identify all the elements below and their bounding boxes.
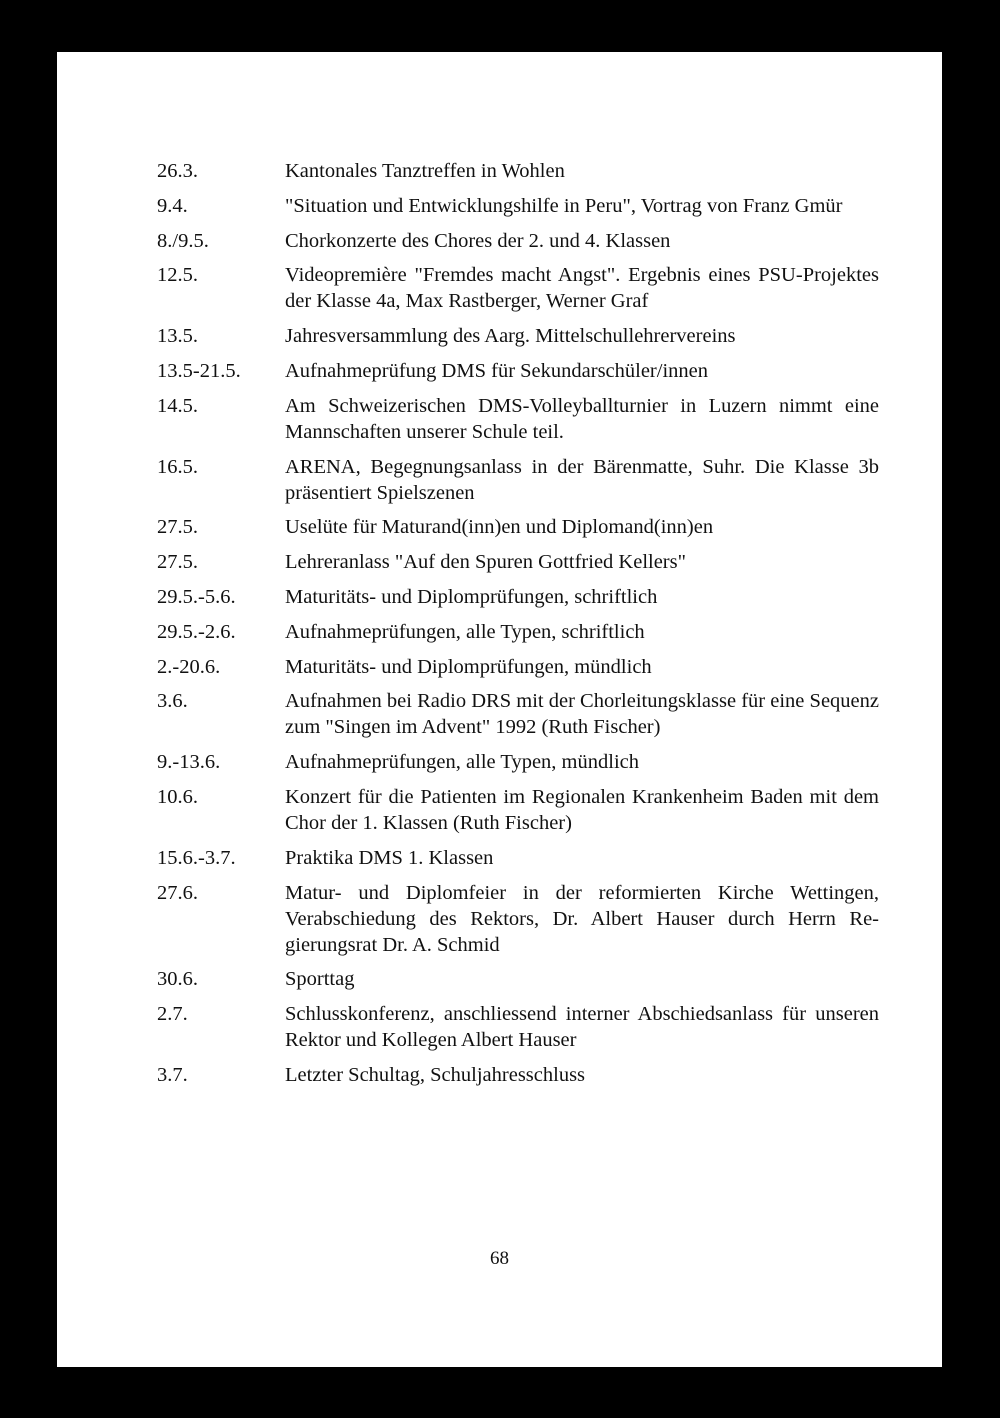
document-page (57, 52, 942, 1367)
entry-text: Letzter Schultag, Schuljahresschluss (285, 1063, 586, 1086)
entry-text: Praktika DMS 1. Klassen (285, 846, 494, 869)
entry-text: Lehreranlass "Auf den Spuren Gottfried Kellers" (285, 551, 686, 574)
list-item (157, 784, 879, 836)
list-item (157, 262, 879, 314)
entry-text: Jahresversammlung des Aarg. Mittelschullehrervereins (285, 325, 736, 348)
list-item (157, 549, 879, 575)
chronology-list (157, 158, 879, 1097)
entry-date: 9.4. (157, 194, 188, 217)
entry-text: Schlusskonferenz, anschliessend interner Abschiedsanlass für unseren Rektor und Kollegen Albert Hauser (285, 1003, 879, 1052)
entry-date: 9.-13.6. (157, 751, 221, 774)
list-item (157, 1001, 879, 1053)
entry-date: 2.-20.6. (157, 655, 221, 678)
entry-date: 15.6.-3.7. (157, 846, 236, 869)
entry-date: 29.5.-2.6. (157, 620, 236, 643)
entry-text: Maturitäts- und Diplomprüfungen, mündlich (285, 655, 652, 678)
entry-text: Aufnahmeprüfung DMS für Sekundarschüler/innen (285, 359, 709, 382)
entry-date: 14.5. (157, 394, 198, 417)
entry-date: 30.6. (157, 968, 198, 991)
entry-date: 27.6. (157, 881, 198, 904)
entry-text: "Situation und Entwicklungshilfe in Peru", Vortrag von Franz Gmür (285, 194, 843, 217)
entry-date: 27.5. (157, 516, 198, 539)
list-item (157, 654, 879, 680)
list-item (157, 228, 879, 254)
entry-date: 26.3. (157, 160, 198, 182)
entry-date: 29.5.-5.6. (157, 585, 236, 608)
list-item (157, 193, 879, 219)
page-number: 68 (490, 1248, 509, 1269)
entry-text: Uselüte für Maturand(inn)en und Diplomand(inn)en (285, 516, 714, 539)
list-item (157, 323, 879, 349)
list-item (157, 688, 879, 740)
entry-text: Chorkonzerte des Chores der 2. und 4. Klassen (285, 229, 671, 252)
entry-text: Konzert für die Patienten im Regionalen Krankenheim Baden mit dem Chor der 1. Klassen (Ruth Fischer) (285, 785, 879, 834)
list-item (157, 1062, 879, 1088)
entry-date: 10.6. (157, 785, 198, 808)
list-item (157, 393, 879, 445)
entry-text: Aufnahmeprüfungen, alle Typen, schriftlich (285, 620, 645, 643)
entry-date: 3.6. (157, 690, 188, 713)
list-item (157, 880, 879, 958)
list-item (157, 584, 879, 610)
list-item (157, 454, 879, 506)
list-item (157, 514, 879, 540)
entry-text: Sporttag (285, 968, 355, 991)
entry-text: Videopremière "Fremdes macht Angst". Ergebnis eines PSU-Projektes der Klasse 4a, Max Rastberger, Werner Graf (285, 264, 879, 313)
entry-text: Kantonales Tanztreffen in Wohlen (285, 160, 565, 182)
entry-date: 13.5. (157, 325, 198, 348)
entry-date: 16.5. (157, 455, 198, 478)
entry-text: Matur- und Diplomfeier in der reformierten Kirche Wettingen, Verabschiedung des Rektors, Dr. Albert Hauser durch Herrn Regierungsrat Dr. A. Schmid (285, 881, 879, 956)
entry-date: 2.7. (157, 1003, 188, 1026)
entry-text: Aufnahmen bei Radio DRS mit der Chorleitungsklasse für eine Sequenz zum "Singen im Advent" 1992 (Ruth Fischer) (285, 690, 879, 739)
list-item (157, 358, 879, 384)
entry-text: Am Schweizerischen DMS-Volleyballturnier in Luzern nimmt eine Mannschaften unserer Schule teil. (285, 394, 879, 443)
entry-text: Maturitäts- und Diplomprüfungen, schriftlich (285, 585, 658, 608)
list-item (157, 966, 879, 992)
entry-date: 13.5-21.5. (157, 359, 241, 382)
entry-date: 27.5. (157, 551, 198, 574)
list-item (157, 845, 879, 871)
entry-date: 3.7. (157, 1063, 188, 1086)
entry-date: 8./9.5. (157, 229, 209, 252)
entry-date: 12.5. (157, 264, 198, 287)
entry-text: ARENA, Begegnungsanlass in der Bärenmatte, Suhr. Die Klasse 3b präsentiert Spielszenen (285, 455, 879, 504)
list-item (157, 749, 879, 775)
entry-text: Aufnahmeprüfungen, alle Typen, mündlich (285, 751, 639, 774)
list-item (157, 158, 879, 184)
list-item (157, 619, 879, 645)
